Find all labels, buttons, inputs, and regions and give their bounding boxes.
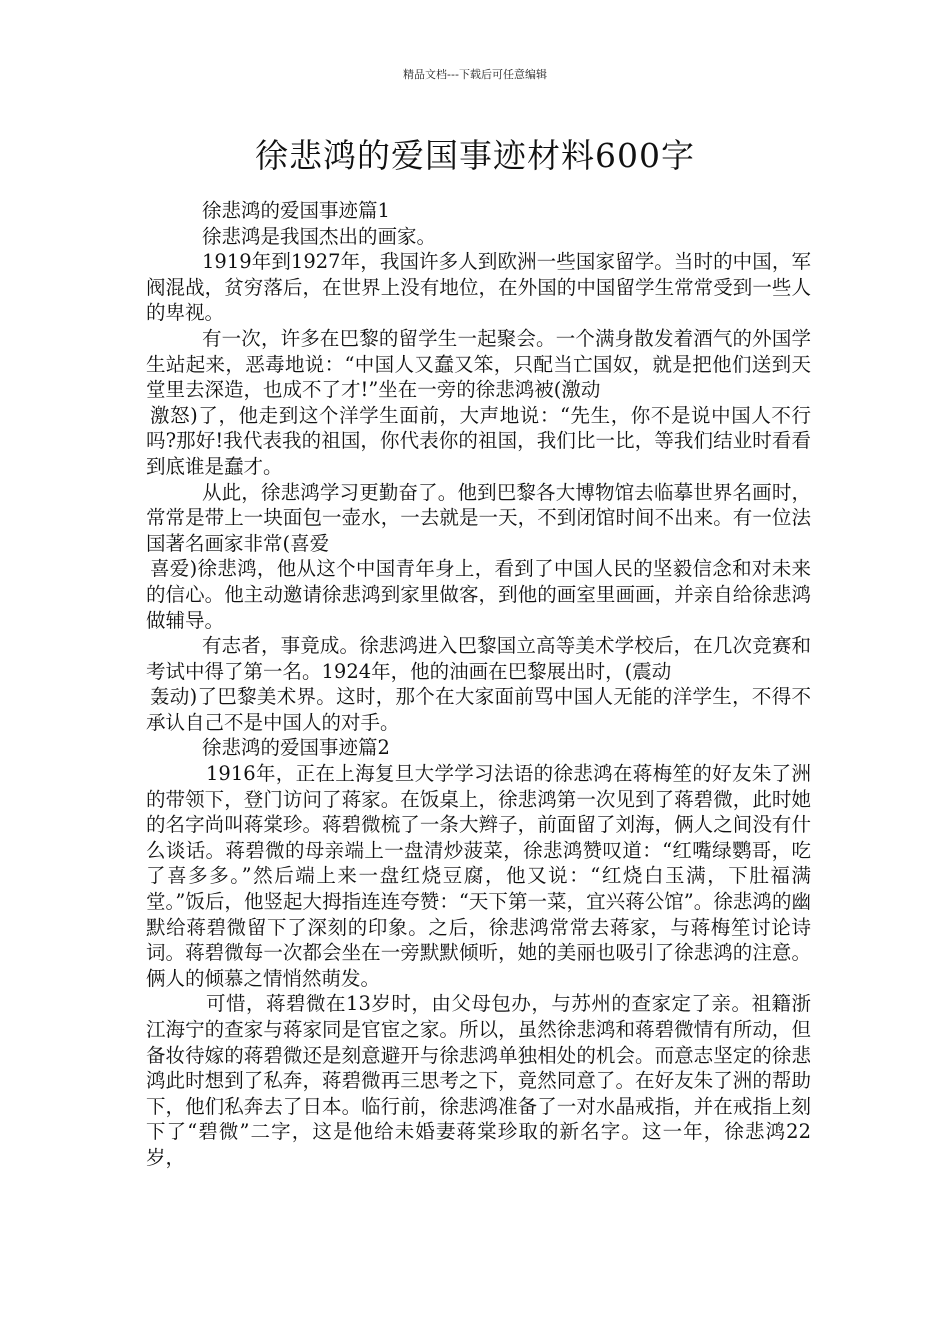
paragraph: 徐悲鸿是我国杰出的画家。 (202, 224, 437, 248)
document-body (146, 198, 811, 1171)
document-title: 徐悲鸿的爱国事迹材料600字 (255, 136, 695, 175)
section-heading-1: 徐悲鸿的爱国事迹篇1 (202, 199, 390, 222)
paragraph: 从此，徐悲鸿学习更勤奋了。他到巴黎各大博物馆去临摹世界名画时，常常是带上一块面包一壶水，一去就是一天，不到闭馆时间不出来。有一位法国著名画家非常(喜爱 (146, 480, 811, 555)
paragraph: 1919年到1927年，我国许多人到欧洲一些国家留学。当时的中国，军阀混战，贫穷落后，在世界上没有地位，在外国的中国留学生常常受到一些人的卑视。 (146, 250, 811, 325)
paragraph: 激怒)了，他走到这个洋学生面前，大声地说：“先生，你不是说中国人不行吗?那好!我代表我的祖国，你代表你的祖国，我们比一比，等我们结业时看看到底谁是蠢才。 (146, 403, 811, 478)
paragraph: 喜爱)徐悲鸿，他从这个中国青年身上，看到了中国人民的坚毅信念和对未来的信心。他主动邀请徐悲鸿到家里做客，到他的画室里画画，并亲自给徐悲鸿做辅导。 (146, 557, 811, 632)
paragraph: 可惜，蒋碧微在13岁时，由父母包办，与苏州的查家定了亲。祖籍浙江海宁的查家与蒋家同是官宦之家。所以，虽然徐悲鸿和蒋碧微情有所动，但备妆待嫁的蒋碧微还是刻意避开与徐悲鸿单独相处的机会。而意志坚定的徐悲鸿此时想到了私奔，蒋碧微再三思考之下，竟然同意了。在好友朱了洲的帮助下，他们私奔去了日本。临行前，徐悲鸿准备了一对水晶戒指，并在戒指上刻下了“碧微”二字，这是他给未婚妻蒋棠珍取的新名字。这一年，徐悲鸿22岁， (146, 992, 811, 1169)
paragraph: 轰动)了巴黎美术界。这时，那个在大家面前骂中国人无能的洋学生，不得不承认自己不是中国人的对手。 (146, 685, 811, 734)
paragraph: 1916年，正在上海复旦大学学习法语的徐悲鸿在蒋梅笙的好友朱了洲的带领下，登门访问了蒋家。在饭桌上，徐悲鸿第一次见到了蒋碧微，此时她的名字尚叫蒋棠珍。蒋碧微梳了一条大辫子，前面留了刘海，俩人之间没有什么谈话。蒋碧微的母亲端上一盘清炒菠菜，徐悲鸿赞叹道：“红嘴绿鹦哥，吃了喜多多。”然后端上来一盘红烧豆腐，他又说：“红烧白玉满，下肚福满堂。”饭后，他竖起大拇指连连夸赞：“天下第一菜，宜兴蒋公馆”。徐悲鸿的幽默给蒋碧微留下了深刻的印象。之后，徐悲鸿常常去蒋家，与蒋梅笙讨论诗词。蒋碧微每一次都会坐在一旁默默倾听，她的美丽也吸引了徐悲鸿的注意。俩人的倾慕之情悄然萌发。 (146, 762, 811, 990)
page-header: 精品文档---下载后可任意编辑 (403, 68, 547, 81)
section-heading-2: 徐悲鸿的爱国事迹篇2 (202, 736, 390, 760)
paragraph: 有一次，许多在巴黎的留学生一起聚会。一个满身散发着酒气的外国学生站起来，恶毒地说：“中国人又蠢又笨，只配当亡国奴，就是把他们送到天堂里去深造，也成不了才!”坐在一旁的徐悲鸿被(激动 (146, 326, 811, 402)
paragraph: 有志者，事竟成。徐悲鸿进入巴黎国立高等美术学校后，在几次竞赛和考试中得了第一名。1924年，他的油画在巴黎展出时，(震动 (146, 634, 811, 683)
